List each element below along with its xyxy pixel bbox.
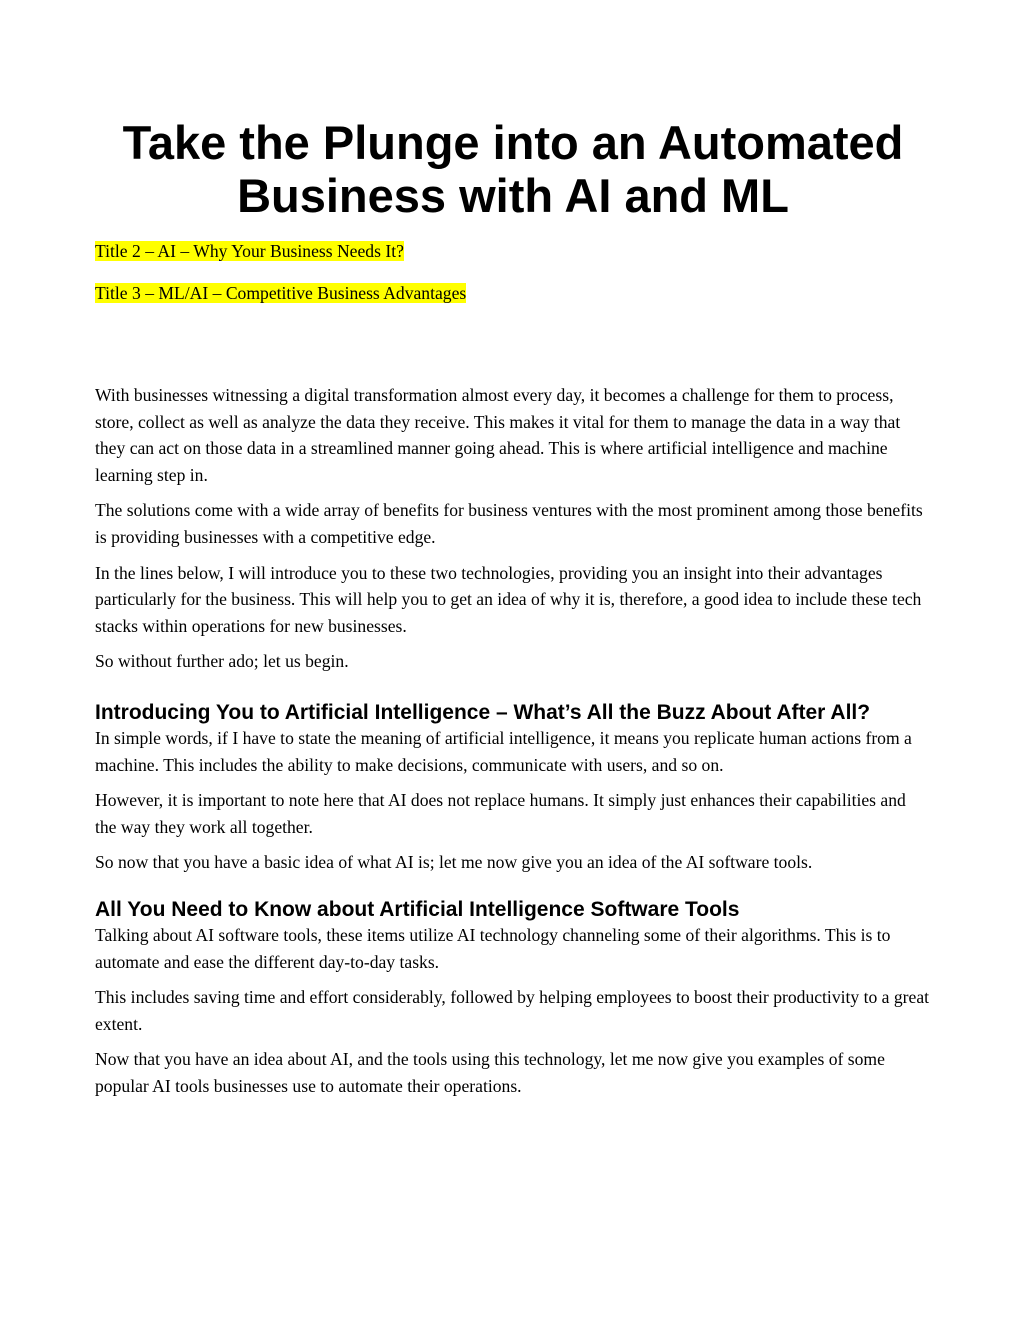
paragraph: With businesses witnessing a digital transformation almost every day, it becomes a challenge for them to process, store, collect as well as analyze the data they receive. This makes it vital for them to manage the data in a way that they can act on those data in a streamlined manner going ahead. This is where artificial intelligence and machine learning step in. bbox=[95, 385, 901, 485]
paragraph: The solutions come with a wide array of benefits for business ventures with the most prominent among those benefits is providing businesses with a competitive edge. bbox=[95, 500, 923, 547]
paragraph: So now that you have a basic idea of what AI is; let me now give you an idea of the AI software tools. bbox=[95, 852, 813, 873]
paragraph: This includes saving time and effort considerably, followed by helping employees to boost their productivity to a great extent. bbox=[95, 987, 930, 1034]
document-page bbox=[95, 0, 931, 1108]
section-heading: All You Need to Know about Artificial Intelligence Software Tools bbox=[95, 897, 740, 921]
paragraph: In the lines below, I will introduce you to these two technologies, providing you an insight into their advantages particularly for the business. This will help you to get an idea of why it is, therefore, a good idea to include these tech stacks within operations for new businesses. bbox=[95, 562, 922, 636]
paragraph: However, it is important to note here that AI does not replace humans. It simply just enhances their capabilities and the way they work all together. bbox=[95, 790, 906, 837]
document-title: Take the Plunge into an Automated Business with AI and ML bbox=[122, 116, 904, 222]
paragraph: Talking about AI software tools, these items utilize AI technology channeling some of their algorithms. This is to automate and ease the different day-to-day tasks. bbox=[95, 924, 891, 972]
paragraph: Now that you have an idea about AI, and the tools using this technology, let me now give you examples of some popular AI tools businesses use to automate their operations. bbox=[95, 1049, 885, 1096]
section-ai-software-tools bbox=[95, 897, 931, 1100]
paragraph: So without further ado; let us begin. bbox=[95, 651, 349, 672]
paragraph: In simple words, if I have to state the meaning of artificial intelligence, it means you replicate human actions from a machine. This includes the ability to make decisions, communicate with users, and so on. bbox=[95, 727, 912, 775]
section-heading: Introducing You to Artificial Intelligence – What’s All the Buzz About After All? bbox=[95, 700, 871, 724]
highlighted-title-2: Title 2 – AI – Why Your Business Needs It? bbox=[95, 241, 404, 261]
highlighted-titles bbox=[95, 240, 931, 304]
section-introducing-ai bbox=[95, 700, 931, 876]
highlighted-title-3: Title 3 – ML/AI – Competitive Business Advantages bbox=[95, 283, 467, 303]
intro-section bbox=[95, 382, 931, 675]
